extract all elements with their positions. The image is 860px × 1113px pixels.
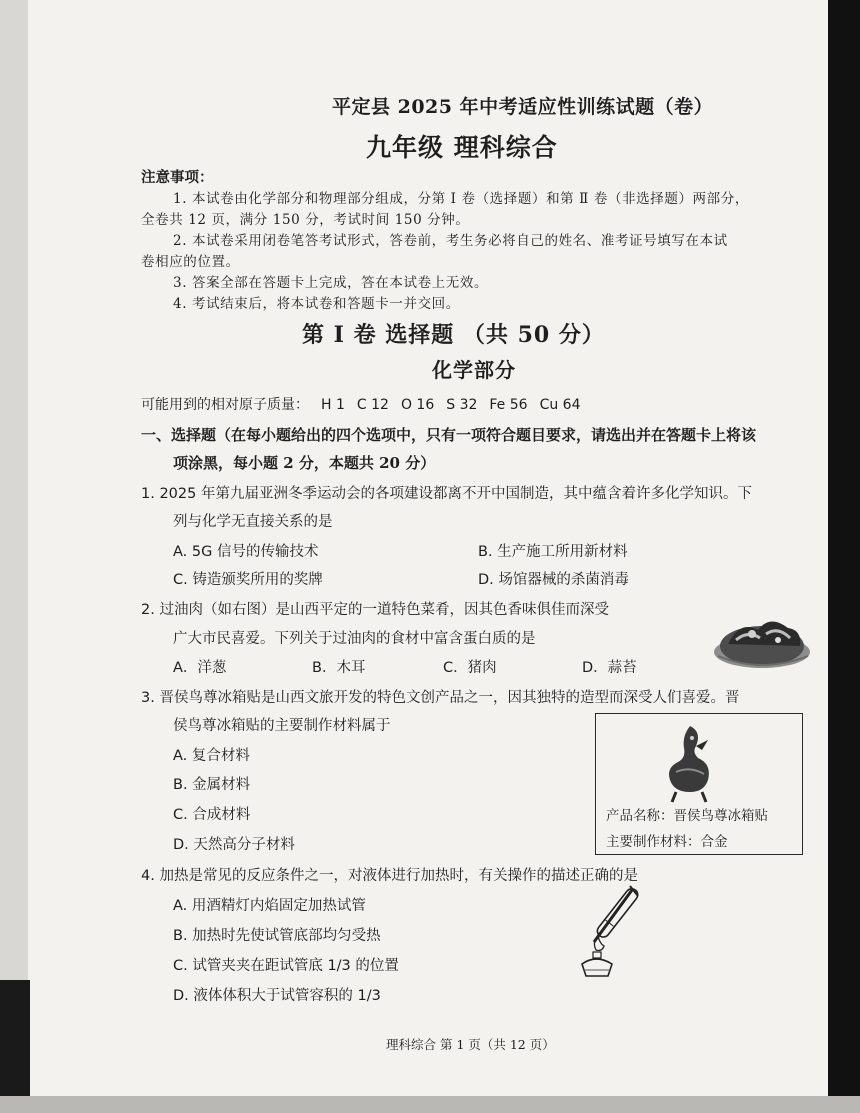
question-2-option-b: B．木耳 <box>312 660 366 676</box>
scan-border-right <box>828 0 860 1113</box>
part-heading: 项涂黑，每小题 2 分，本题共 20 分） <box>173 454 436 472</box>
part-heading: 一、选择题（在每小题给出的四个选项中，只有一项符合题目要求，请选出并在答题卡上将该 <box>141 426 757 444</box>
atomic-mass: S 32 <box>446 397 478 413</box>
question-1-option-d: D. 场馆器械的杀菌消毒 <box>478 572 629 588</box>
atomic-mass: Fe 56 <box>489 397 528 413</box>
atomic-masses <box>141 394 580 414</box>
question-4-option-a: A. 用酒精灯内焰固定加热试管 <box>173 898 366 914</box>
notice-line: 2. 本试卷采用闭卷笔答考试形式，答卷前，考生务必将自己的姓名、准考证号填写在本试 <box>173 233 728 249</box>
notice-line: 1. 本试卷由化学部分和物理部分组成，分第 Ⅰ 卷（选择题）和第 Ⅱ 卷（非选择题）两部分， <box>173 191 749 207</box>
question-3-option-d: D. 天然高分子材料 <box>173 837 295 853</box>
question-1-stem: 列与化学无直接关系的是 <box>173 514 333 530</box>
question-1-option-c: C. 铸造颁奖所用的奖牌 <box>173 572 323 588</box>
question-1-option-b: B. 生产施工所用新材料 <box>478 544 628 560</box>
page-footer: 理科综合 第 1 页（共 12 页） <box>386 1037 555 1052</box>
question-1-stem: 1. 2025 年第九届亚洲冬季运动会的各项建设都离不开中国制造，其中蕴含着许多化学知识。下 <box>141 486 752 502</box>
question-2-option-a: A．洋葱 <box>173 660 227 676</box>
question-2-stem: 2. 过油肉（如右图）是山西平定的一道特色菜肴，因其色香味俱佳而深受 <box>141 602 609 618</box>
notice-heading: 注意事项： <box>141 169 214 186</box>
notice-line: 3. 答案全部在答题卡上完成，答在本试卷上无效。 <box>173 275 489 291</box>
atomic-mass: Cu 64 <box>539 397 581 413</box>
section-subtitle: 化学部分 <box>432 358 516 382</box>
question-2-option-c: C．猪肉 <box>443 660 497 676</box>
question-3-option-c: C. 合成材料 <box>173 807 251 823</box>
test-tube-heating-diagram <box>572 880 648 978</box>
question-3-option-a: A. 复合材料 <box>173 748 250 764</box>
question-2-option-d: D．蒜苔 <box>582 660 637 676</box>
exam-title: 平定县 2025 年中考适应性训练试题（卷） <box>332 96 714 118</box>
question-2-stem: 广大市民喜爱。下列关于过油肉的食材中富含蛋白质的是 <box>173 631 536 647</box>
subject-title: 九年级 理科综合 <box>366 133 558 162</box>
product-material-caption: 主要制作材料：合金 <box>606 834 728 850</box>
scan-border-left <box>0 980 30 1113</box>
product-figure-box <box>595 713 803 855</box>
question-3-option-b: B. 金属材料 <box>173 777 251 793</box>
question-4-stem: 4. 加热是常见的反应条件之一，对液体进行加热时，有关操作的描述正确的是 <box>141 868 638 884</box>
question-4-option-b: B. 加热时先使试管底部均匀受热 <box>173 928 381 944</box>
notice-line: 4. 考试结束后，将本试卷和答题卡一并交回。 <box>173 296 460 312</box>
scan-border-bottom <box>0 1096 860 1113</box>
question-4-option-c: C. 试管夹夹在距试管底 1/3 的位置 <box>173 958 399 974</box>
fried-pork-dish-image <box>708 600 814 674</box>
product-name-caption: 产品名称：晋侯鸟尊冰箱贴 <box>606 808 768 824</box>
question-1-option-a: A. 5G 信号的传输技术 <box>173 544 319 560</box>
question-3-stem: 3. 晋侯鸟尊冰箱贴是山西文旅开发的特色文创产品之一，因其独特的造型而深受人们喜爱。晋 <box>141 690 740 706</box>
bird-zun-magnet-image <box>656 722 720 804</box>
atomic-mass: H 1 <box>321 397 345 413</box>
atomic-mass: C 12 <box>356 397 389 413</box>
notice-line: 卷相应的位置。 <box>141 254 240 270</box>
question-3-stem: 侯鸟尊冰箱贴的主要制作材料属于 <box>173 718 391 734</box>
section-title: 第 Ⅰ 卷 选择题 （共 50 分） <box>302 322 605 348</box>
question-4-option-d: D. 液体体积大于试管容积的 1/3 <box>173 988 381 1004</box>
atomic-mass: O 16 <box>400 397 435 413</box>
notice-line: 全卷共 12 页，满分 150 分，考试时间 150 分钟。 <box>141 212 470 228</box>
atomic-masses-label: 可能用到的相对原子质量： <box>141 397 309 413</box>
